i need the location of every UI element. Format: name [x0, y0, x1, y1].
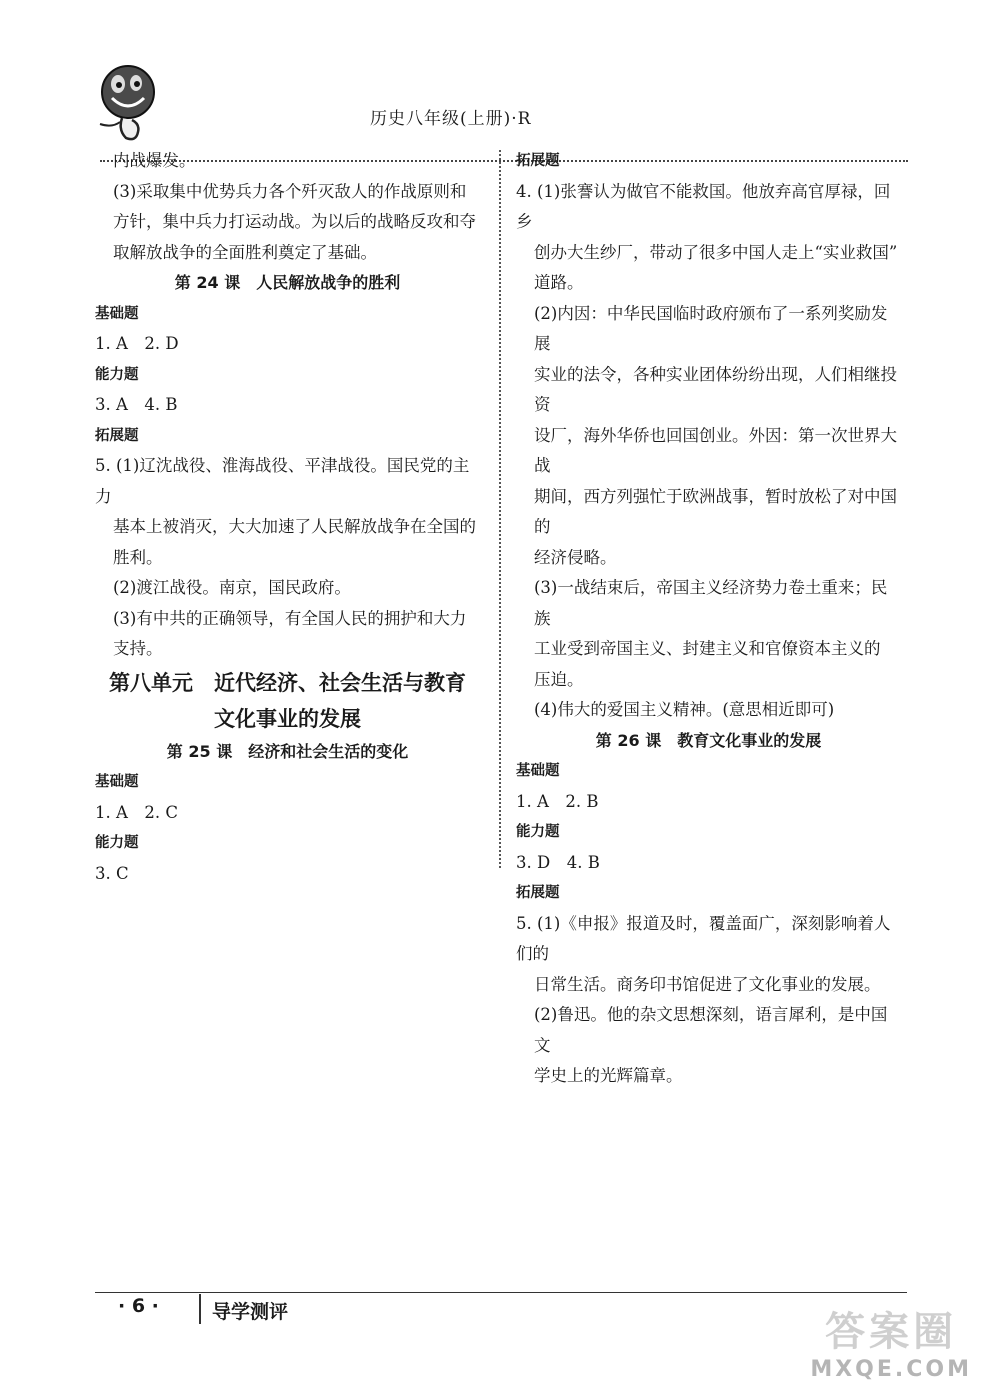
section-extend: 拓展题 [95, 427, 139, 444]
text-line: (2)内因：中华民国临时政府颁布了一系列奖励发展 [534, 303, 888, 353]
page-header-title: 历史八年级(上册)·R [370, 109, 532, 129]
text-line: 压迫。 [534, 669, 584, 689]
watermark-text: 答案圈 [825, 1309, 958, 1355]
section-basic: 基础题 [95, 305, 139, 322]
unit-title-line-1: 第八单元 近代经济、社会生活与教育 [109, 669, 466, 695]
section-extend: 拓展题 [516, 153, 560, 169]
text-line: (3)有中共的正确领导，有全国人民的拥护和大力 [113, 608, 467, 628]
answer-line: 1. A 2. B [516, 791, 599, 811]
lesson-26-title: 第 26 课 教育文化事业的发展 [595, 730, 822, 750]
column-divider [499, 150, 501, 868]
text-line: (4)伟大的爱国主义精神。(意思相近即可) [534, 700, 835, 719]
text-line: 道路。 [534, 273, 584, 292]
text-line: 5. (1)《申报》报道及时，覆盖面广，深刻影响着人们的 [516, 913, 891, 963]
text-line: 工业受到帝国主义、封建主义和官僚资本主义的 [534, 639, 881, 658]
text-line: (2)渡江战役。南京，国民政府。 [113, 578, 351, 597]
footer-brand: 导学测评 [212, 1301, 289, 1323]
unit-title-line-2: 文化事业的发展 [214, 705, 361, 731]
watermark-url: MXQE.COM [810, 1357, 972, 1382]
text-line: 创办大生纱厂，带动了很多中国人走上“实业救国” [534, 242, 898, 262]
text-line: 方针，集中兵力打运动战。为以后的战略反攻和夺 [113, 212, 476, 231]
answer-line: 3. D 4. B [516, 852, 600, 872]
text-line: 支持。 [113, 639, 163, 658]
text-line: 基本上被消灭，大大加速了人民解放战争在全国的 [113, 517, 476, 536]
section-basic: 基础题 [95, 774, 139, 790]
left-column [95, 146, 480, 889]
section-basic: 基础题 [516, 763, 560, 779]
text-line: 日常生活。商务印书馆促进了文化事业的发展。 [534, 974, 881, 994]
section-extend: 拓展题 [516, 885, 560, 901]
section-ability: 能力题 [95, 366, 139, 383]
mascot-logo [92, 62, 164, 144]
text-line: 内战爆发。 [113, 151, 196, 170]
lesson-25-title: 第 25 课 经济和社会生活的变化 [166, 741, 409, 761]
page-number: · 6 · [118, 1295, 159, 1317]
text-line: 设厂，海外华侨也回国创业。外因：第一次世界大战 [534, 425, 897, 475]
text-line: 经济侵略。 [534, 547, 617, 567]
text-line: 学史上的光辉篇章。 [534, 1066, 683, 1085]
answer-line: 3. A 4. B [95, 395, 178, 414]
text-line: 实业的法令，各种实业团体纷纷出现，人们相继投资 [534, 364, 897, 414]
footer-divider [95, 1292, 907, 1293]
right-column [516, 146, 901, 1092]
text-line: 期间，西方列强忙于欧洲战事，暂时放松了对中国的 [534, 486, 897, 536]
answer-line: 1. A 2. C [95, 802, 179, 822]
text-line: (2)鲁迅。他的杂文思想深刻，语言犀利，是中国文 [534, 1005, 888, 1055]
answer-line: 1. A 2. D [95, 334, 179, 353]
text-line: 胜利。 [113, 547, 163, 567]
text-line: 取解放战争的全面胜利奠定了基础。 [113, 242, 377, 262]
text-line: (3)一战结束后，帝国主义经济势力卷土重来；民族 [534, 578, 888, 628]
watermark-logo [810, 1300, 972, 1382]
section-ability: 能力题 [95, 835, 139, 851]
text-line: 4. (1)张謇认为做官不能救国。他放弃高官厚禄，回乡 [516, 181, 891, 231]
footer-separator [199, 1294, 201, 1324]
text-line: (3)采取集中优势兵力各个歼灭敌人的作战原则和 [113, 181, 467, 201]
answer-line: 3. C [95, 863, 129, 883]
text-line: 5. (1)辽沈战役、淮海战役、平津战役。国民党的主力 [95, 456, 470, 506]
lesson-24-title: 第 24 课 人民解放战争的胜利 [174, 273, 401, 292]
section-ability: 能力题 [516, 824, 560, 840]
